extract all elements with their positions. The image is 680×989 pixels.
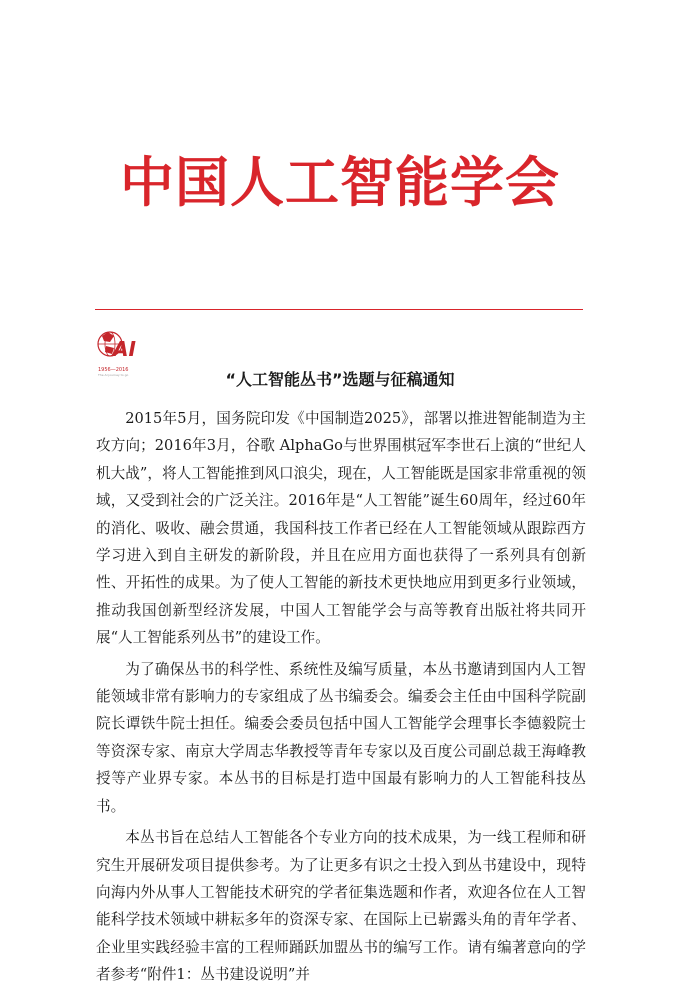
org-name-heading: 中国人工智能学会: [120, 150, 560, 214]
notice-title: “人工智能丛书”选题与征稿通知: [225, 370, 455, 389]
notice-body: [96, 405, 586, 989]
logo-ai-text: AI: [113, 337, 136, 361]
paragraph: 2015年5月，国务院印发《中国制造2025》，部署以推进智能制造为主攻方向；2016年3月，谷歌 AlphaGo与世界围棋冠军李世石上演的“世纪人机大战”，将人工智能推到风口浪尖，现在，人工智能既是国家非常重视的领域，又受到社会的广泛关注。2016年是“人工智能”诞生60周年，经过60年的消化、吸收、融会贯通，我国科技工作者已经在人工智能领域从跟踪西方学习进入到自主研发的新阶段，并且在应用方面也获得了一系列具有创新性、开拓性的成果。为了使人工智能的新技术更快地应用到更多行业领域，推动我国创新型经济发展，中国人工智能学会与高等教育出版社将共同开展“人工智能系列丛书”的建设工作。: [96, 410, 586, 647]
logo-years: 1956—2016: [98, 367, 129, 373]
logo-tagline: The AI journey to go: [98, 373, 129, 377]
paragraph: 本丛书旨在总结人工智能各个专业方向的技术成果，为一线工程师和研究生开展研发项目提供参考。为了让更多有识之士投入到丛书建设中，现特向海内外从事人工智能技术研究的学者征集选题和作者，欢迎各位在人工智能科学技术领域中耕耘多年的资深专家、在国际上已崭露头角的青年学者、企业里实践经验丰富的工程师踊跃加盟丛书的编写工作。请有编著意向的学者参考“附件1：丛书建设说明”并: [96, 829, 586, 984]
paragraph: 为了确保丛书的科学性、系统性及编写质量，本丛书邀请到国内人工智能领域非常有影响力的专家组成了丛书编委会。编委会主任由中国科学院副院长谭铁牛院士担任。编委会委员包括中国人工智能学会理事长李德毅院士等资深专家、南京大学周志华教授等青年专家以及百度公司副总裁王海峰教授等产业界专家。本丛书的目标是打造中国最有影响力的人工智能科技丛书。: [96, 660, 586, 815]
header-divider: [95, 309, 583, 310]
